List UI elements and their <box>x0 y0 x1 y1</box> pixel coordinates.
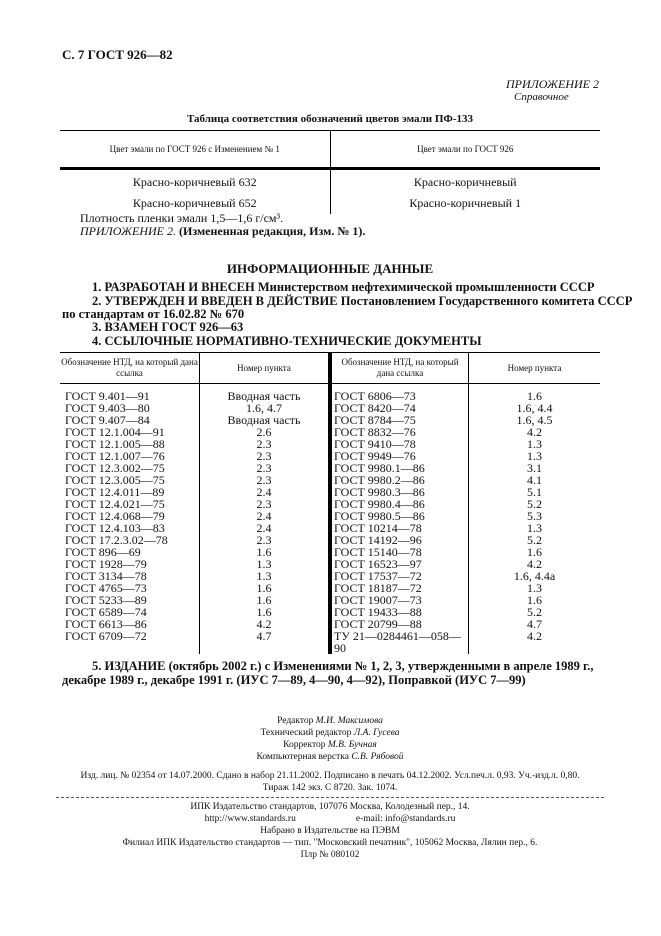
branch-line: Филиал ИПК Издательство стандартов — тип. "Московский печатник", 105062 Москва, Лялин пер., 6. <box>122 838 538 848</box>
document-designation: ГОСТ 9980.4—86 <box>330 498 469 510</box>
table-row <box>60 630 600 654</box>
appendix-title: ПРИЛОЖЕНИЕ 2 <box>506 77 599 91</box>
clause-number: 2.3 <box>200 534 331 546</box>
clause-number: 1.6 <box>527 545 542 559</box>
color-table-title: Таблица соответствия обозначений цветов эмали ПФ-133 <box>186 113 474 125</box>
person-name: С.В. Рябовой <box>351 752 404 762</box>
clause-number: 4.1 <box>527 473 542 487</box>
clause-number: 5.1 <box>527 485 542 499</box>
reference-documents-table <box>60 352 600 654</box>
clause-number: 1.6 <box>200 546 331 558</box>
item-label: 1. РАЗРАБОТАН И ВНЕСЕН <box>92 280 255 294</box>
document-designation: ГОСТ 8784—75 <box>330 414 469 426</box>
document-designation: ГОСТ 8420—74 <box>330 402 469 414</box>
column-header: Обозначение НТД, на который дана ссылка <box>330 353 469 384</box>
document-designation: ГОСТ 19007—73 <box>330 594 469 606</box>
credits-block <box>60 715 600 861</box>
clause-number: 2.6 <box>200 426 331 438</box>
role-label: Компьютерная верстка <box>256 752 349 762</box>
role-label: Технический редактор <box>260 728 352 738</box>
clause-number: 1.6, 4.4а <box>513 569 556 583</box>
column-header: Обозначение НТД, на который дана ссылка <box>60 353 200 384</box>
table-row <box>60 169 600 194</box>
clause-number: 5.3 <box>527 509 542 523</box>
document-designation: ГОСТ 4765—73 <box>60 582 200 594</box>
divider <box>56 797 604 798</box>
document-designation: ГОСТ 9980.2—86 <box>330 474 469 486</box>
document-designation: ГОСТ 8832—76 <box>330 426 469 438</box>
imprint-line-1: Изд. лиц. № 02354 от 14.07.2000. Сдано в набор 21.11.2002. Подписано в печать 04.12.2002. Усл.печ.л. 0,93. Уч.-изд.л. 0,80. <box>80 771 580 781</box>
credit-layout <box>60 751 600 763</box>
table-cell: Красно-коричневый 632 <box>60 169 330 194</box>
document-designation: ГОСТ 9.403—80 <box>60 402 200 414</box>
amendment-label: ПРИЛОЖЕНИЕ 2. <box>80 224 176 238</box>
column-header: Цвет эмали по ГОСТ 926 <box>330 131 600 169</box>
clause-number: 5.2 <box>527 605 542 619</box>
clause-number: 2.3 <box>200 498 331 510</box>
document-designation: ГОСТ 12.3.002—75 <box>60 462 200 474</box>
table-row <box>60 534 600 546</box>
document-designation: ГОСТ 12.4.103—83 <box>60 522 200 534</box>
document-designation: ГОСТ 1928—79 <box>60 558 200 570</box>
clause-number: 1.3 <box>527 437 542 451</box>
clause-number: 1.3 <box>200 570 331 582</box>
document-designation: ГОСТ 19433—88 <box>330 606 469 618</box>
clause-number: 1.3 <box>527 581 542 595</box>
clause-number: 1.6 <box>527 389 542 403</box>
column-header: Номер пункта <box>200 353 331 384</box>
clause-number: 1.3 <box>527 521 542 535</box>
document-designation: ГОСТ 6806—73 <box>330 384 469 403</box>
clause-number: 1.6 <box>527 593 542 607</box>
document-designation: ГОСТ 12.1.005—88 <box>60 438 200 450</box>
document-designation: ГОСТ 9.401—91 <box>60 384 200 403</box>
clause-number: 4.2 <box>527 557 542 571</box>
document-designation: ГОСТ 6589—74 <box>60 606 200 618</box>
email-link[interactable]: e-mail: info@standards.ru <box>355 814 456 824</box>
document-designation: ГОСТ 6613—86 <box>60 618 200 630</box>
document-designation: ГОСТ 9.407—84 <box>60 414 200 426</box>
clause-number: 1.6 <box>200 606 331 618</box>
role-label: Редактор <box>277 716 314 726</box>
document-designation: ГОСТ 12.4.011—89 <box>60 486 200 498</box>
document-designation: ГОСТ 9980.1—86 <box>330 462 469 474</box>
clause-number: 4.2 <box>527 425 542 439</box>
typeset-line: Набрано в Издательстве на ПЭВМ <box>260 826 400 836</box>
document-designation: ГОСТ 12.4.068—79 <box>60 510 200 522</box>
clause-number: Вводная часть <box>200 414 331 426</box>
document-designation: ГОСТ 9410—78 <box>330 438 469 450</box>
density-note: Плотность пленки эмали 1,5—1,6 г/см³. <box>80 211 284 225</box>
clause-number: 2.4 <box>200 486 331 498</box>
amendment-text: (Измененная редакция, Изм. № 1). <box>178 224 366 238</box>
amendment-note <box>80 224 365 239</box>
document-designation: ТУ 21—0284461—058—90 <box>330 630 469 654</box>
website-link[interactable]: http://www.standards.ru <box>204 814 296 824</box>
info-item-5-cont: декабре 1989 г., декабре 1991 г. (ИУС 7—89, 4—90, 4—92), Поправкой (ИУС 7—99) <box>62 673 526 687</box>
document-designation: ГОСТ 5233—89 <box>60 594 200 606</box>
clause-number: 2.3 <box>200 438 331 450</box>
document-designation: ГОСТ 9949—76 <box>330 450 469 462</box>
table-cell: Красно-коричневый 1 <box>409 196 522 210</box>
info-item-5: 5. ИЗДАНИЕ (октябрь 2002 г.) с Изменениями № 1, 2, 3, утвержденными в апреле 1989 г., <box>92 659 594 673</box>
document-designation: ГОСТ 17537—72 <box>330 570 469 582</box>
document-designation: ГОСТ 16523—97 <box>330 558 469 570</box>
color-correspondence-table <box>60 130 600 214</box>
clause-number: Вводная часть <box>200 384 331 403</box>
page-header: С. 7 ГОСТ 926—82 <box>62 47 173 62</box>
credit-editor <box>60 715 600 727</box>
column-header: Цвет эмали по ГОСТ 926 с Изменением № 1 <box>60 131 330 169</box>
clause-number: 4.7 <box>200 630 331 654</box>
info-item-3: 3. ВЗАМЕН ГОСТ 926—63 <box>92 320 244 334</box>
document-designation: ГОСТ 896—69 <box>60 546 200 558</box>
info-title: ИНФОРМАЦИОННЫЕ ДАННЫЕ <box>226 261 434 276</box>
person-name: М.В. Бучная <box>327 740 377 750</box>
clause-number: 1.6, 4.7 <box>200 402 331 414</box>
person-name: М.И. Максимова <box>315 716 383 726</box>
clause-number: 4.2 <box>527 629 542 643</box>
document-designation: ГОСТ 12.4.021—75 <box>60 498 200 510</box>
document-designation: ГОСТ 20799—88 <box>330 618 469 630</box>
credit-corrector <box>60 739 600 751</box>
info-item-1 <box>92 280 594 295</box>
item-text: Министерством нефтехимической промышленности СССР <box>257 280 595 294</box>
document-designation: ГОСТ 17.2.3.02—78 <box>60 534 200 546</box>
clause-number: 1.6 <box>200 594 331 606</box>
license-line: Плр № 080102 <box>300 850 360 860</box>
clause-number: 2.4 <box>200 522 331 534</box>
document-designation: ГОСТ 9980.5—86 <box>330 510 469 522</box>
item-label: 2. УТВЕРЖДЕН И ВВЕДЕН В ДЕЙСТВИЕ <box>92 294 338 308</box>
clause-number: 1.6 <box>200 582 331 594</box>
clause-number: 1.6, 4.4 <box>516 401 553 415</box>
imprint-line-2: Тираж 142 экз. С 8720. Зак. 1074. <box>262 783 398 793</box>
info-item-4: 4. ССЫЛОЧНЫЕ НОРМАТИВНО-ТЕХНИЧЕСКИЕ ДОКУМЕНТЫ <box>92 334 482 348</box>
clause-number: 2.3 <box>200 474 331 486</box>
item-text: Постановлением Государственного комитета СССР <box>340 294 633 308</box>
document-designation: ГОСТ 3134—78 <box>60 570 200 582</box>
appendix-subtitle: Справочное <box>514 91 569 103</box>
info-item-2-cont: по стандартам от 16.02.82 № 670 <box>62 307 245 321</box>
column-header: Номер пункта <box>469 353 601 384</box>
clause-number: 4.7 <box>527 617 542 631</box>
clause-number: 3.1 <box>527 461 542 475</box>
clause-number: 2.3 <box>200 462 331 474</box>
clause-number: 5.2 <box>527 533 542 547</box>
table-cell: Красно-коричневый <box>413 175 517 189</box>
clause-number: 1.6, 4.5 <box>516 413 553 427</box>
document-designation: ГОСТ 12.3.005—75 <box>60 474 200 486</box>
contacts-line <box>60 813 600 825</box>
table-cell: Красно-коричневый 652 <box>60 193 330 214</box>
document-designation: ГОСТ 6709—72 <box>60 630 200 654</box>
document-designation: ГОСТ 18187—72 <box>330 582 469 594</box>
document-designation: ГОСТ 12.1.004—91 <box>60 426 200 438</box>
document-designation: ГОСТ 14192—96 <box>330 534 469 546</box>
table-row <box>60 384 600 403</box>
role-label: Корректор <box>283 740 326 750</box>
clause-number: 2.4 <box>200 510 331 522</box>
credit-tech-editor <box>60 727 600 739</box>
clause-number: 1.3 <box>200 558 331 570</box>
publisher-line: ИПК Издательство стандартов, 107076 Москва, Колодезный пер., 14. <box>190 802 470 812</box>
document-designation: ГОСТ 10214—78 <box>330 522 469 534</box>
document-designation: ГОСТ 12.1.007—76 <box>60 450 200 462</box>
document-designation: ГОСТ 9980.3—86 <box>330 486 469 498</box>
person-name: Л.А. Гусева <box>353 728 400 738</box>
clause-number: 4.2 <box>200 618 331 630</box>
clause-number: 5.2 <box>527 497 542 511</box>
clause-number: 2.3 <box>200 450 331 462</box>
clause-number: 1.3 <box>527 449 542 463</box>
document-designation: ГОСТ 15140—78 <box>330 546 469 558</box>
